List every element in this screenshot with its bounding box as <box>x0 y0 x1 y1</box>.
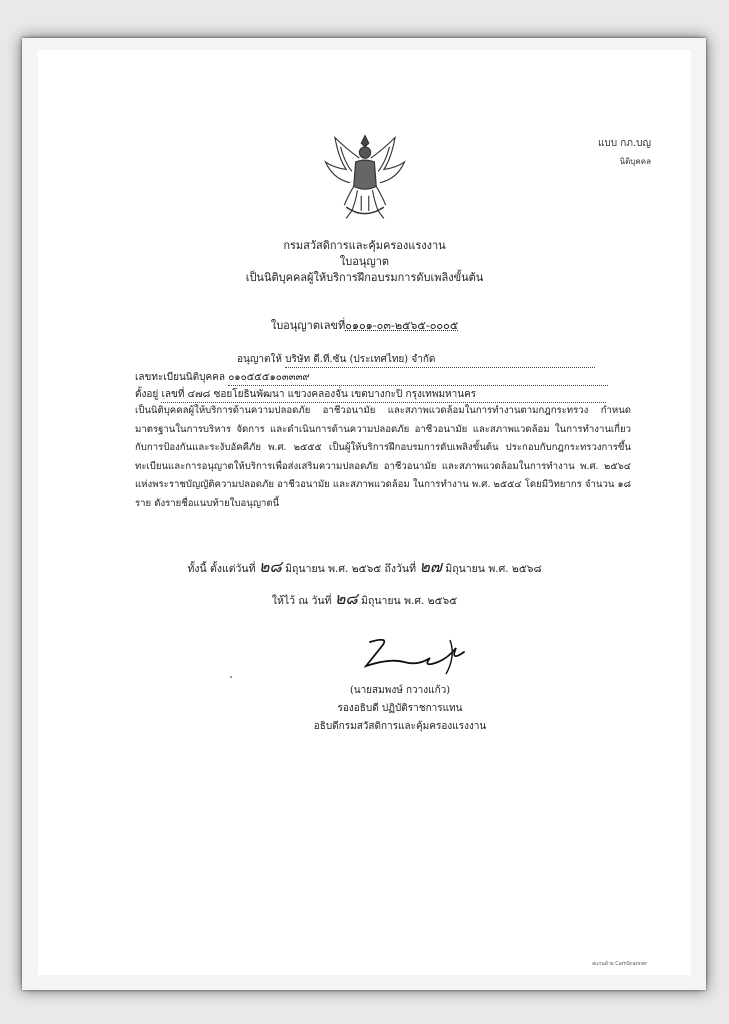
license-title: เป็นนิติบุคคลผู้ให้บริการฝึกอบรมการดับเพลิงขั้นต้น <box>245 271 484 284</box>
signatory-position-2: อธิบดีกรมสวัสดิการและคุ้มครองแรงงาน <box>313 721 487 732</box>
issued-rest: มิถุนายน พ.ศ. ๒๕๖๕ <box>361 595 458 607</box>
address-line <box>135 387 625 403</box>
issued-prefix: ให้ไว้ ณ วันที่ <box>271 595 332 607</box>
form-code-label: แบบ กภ.บญ <box>597 138 651 149</box>
signature-icon <box>360 628 480 678</box>
signatory-name: (นายสมพงษ์ กวางแก้ว) <box>349 685 451 696</box>
issued-day: ๒๘ <box>334 589 358 608</box>
department-name: กรมสวัสดิการและคุ้มครองแรงงาน <box>283 239 446 252</box>
issued-line <box>0 587 729 612</box>
form-code-sub: นิติบุคคล <box>619 157 651 166</box>
registration-label: เลขทะเบียนนิติบุคคล <box>135 372 225 383</box>
validity-from-prefix: ทั้งนี้ ตั้งแต่วันที่ <box>187 563 256 575</box>
validity-to-day: ๒๗ <box>419 557 442 576</box>
signatory-block <box>280 682 520 736</box>
grantee-name: บริษัท ดี.ที.ซัน (ประเทศไทย) จำกัด <box>285 352 595 368</box>
garuda-emblem-icon <box>318 130 412 224</box>
form-code <box>598 135 651 171</box>
registration-number: ๐๑๐๕๕๕๑๐๓๓๓๙ <box>228 370 608 386</box>
scan-speck <box>230 676 232 678</box>
validity-to-rest: มิถุนายน พ.ศ. ๒๕๖๘ <box>445 563 542 575</box>
address-label: ตั้งอยู่ <box>135 389 159 400</box>
grantee-label: อนุญาตให้ <box>237 354 282 365</box>
signatory-position-1: รองอธิบดี ปฏิบัติราชการแทน <box>337 703 463 714</box>
license-body-paragraph: เป็นนิติบุคคลผู้ให้บริการด้านความปลอดภัย อาชีวอนามัย และสภาพแวดล้อมในการทำงานตามกฎกระทรวง กำหนดมาตรฐานในการบริหาร จัดการ และดำเนินการด้านความปลอดภัย อาชีวอนามัย และสภาพแวดล้อม ในการทำงานเกี่ยวกับการป้องกันและระงับอัคคีภัย พ.ศ. ๒๕๕๕ เป็นผู้ให้บริการฝึกอบรมการดับเพลิงขั้นต้น ประกอบกับกฎกระทรวงการขึ้นทะเบียนและการอนุญาตให้บริการเพื่อส่งเสริมความปลอดภัย อาชีวอนามัย และสภาพแวดล้อมในการทำงาน พ.ศ. ๒๕๖๔ แห่งพระราชบัญญัติความปลอดภัย อาชีวอนามัย และสภาพแวดล้อม ในการทำงาน พ.ศ. ๒๕๕๔ โดยมีวิทยากร จำนวน ๑๘ ราย ดังรายชื่อแนบท้ายใบอนุญาตนี้ <box>135 405 631 509</box>
validity-from-day: ๒๘ <box>258 557 282 576</box>
license-number-label: ใบอนุญาตเลขที่ <box>270 319 346 332</box>
registration-line <box>135 370 625 386</box>
scanner-watermark: สแกนด้วย CamScanner <box>592 961 648 967</box>
document-type: ใบอนุญาต <box>339 255 390 268</box>
grantee-line <box>237 352 622 368</box>
header-block <box>0 238 729 286</box>
validity-from-rest: มิถุนายน พ.ศ. ๒๕๖๕ ถึงวันที่ <box>285 563 417 575</box>
address-value: เลขที่ ๔๗๘ ซอยโยธินพัฒนา แขวงคลองจั่น เขตบางกะปิ กรุงเทพมหานคร <box>161 387 606 403</box>
validity-line <box>0 555 729 580</box>
license-number-line <box>0 316 729 334</box>
license-number: ๐๑๐๑-๐๓-๒๕๖๕-๐๐๐๕ <box>345 319 459 332</box>
